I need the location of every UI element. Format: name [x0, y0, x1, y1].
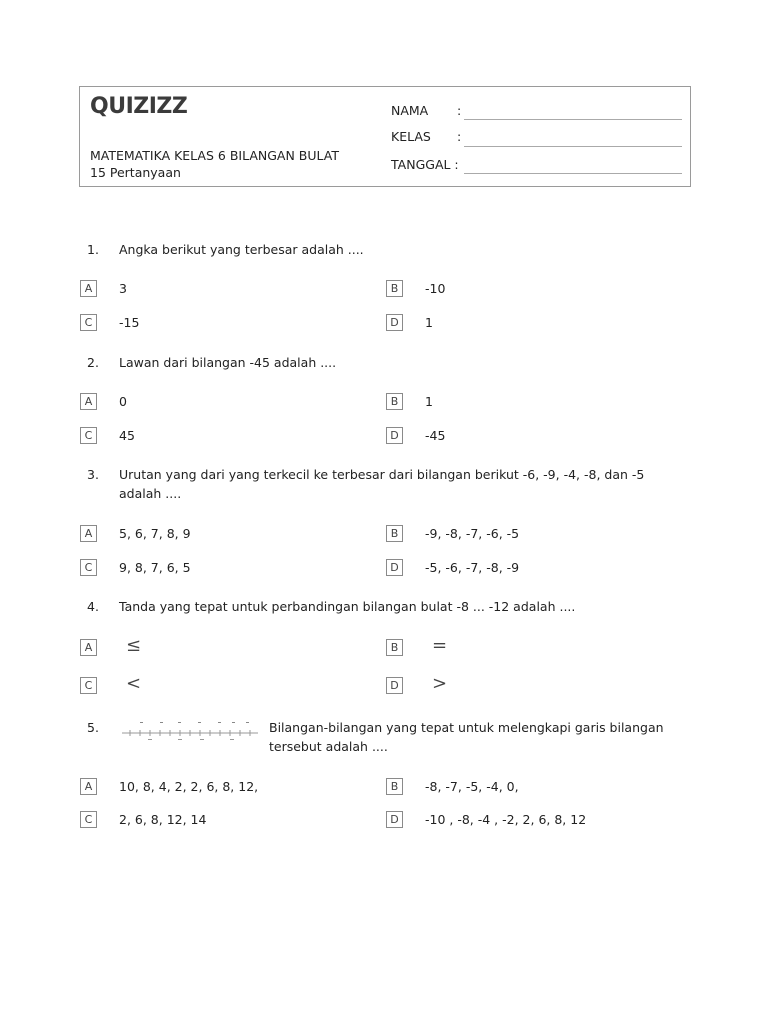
q1-option-b-box[interactable]: B [386, 280, 403, 297]
q1-option-d-box[interactable]: D [386, 314, 403, 331]
question-1-number: 1. [87, 242, 99, 257]
question-3-number: 3. [87, 467, 99, 482]
q3-option-d-box[interactable]: D [386, 559, 403, 576]
q3-option-c-box[interactable]: C [80, 559, 97, 576]
q4-option-b-box[interactable]: B [386, 639, 403, 656]
quiz-title: MATEMATIKA KELAS 6 BILANGAN BULAT [90, 148, 339, 163]
q4-option-c-box[interactable]: C [80, 677, 97, 694]
q1-option-a-text: 3 [119, 281, 127, 296]
q4-option-b-symbol: = [432, 635, 448, 656]
class-colon: : [457, 129, 462, 144]
class-label: KELAS [391, 129, 431, 144]
q3-option-c-text: 9, 8, 7, 6, 5 [119, 560, 191, 575]
q4-option-d-box[interactable]: D [386, 677, 403, 694]
q5-option-b-box[interactable]: B [386, 778, 403, 795]
q3-option-b-box[interactable]: B [386, 525, 403, 542]
name-label: NAMA [391, 103, 429, 118]
q3-option-b-text: -9, -8, -7, -6, -5 [425, 526, 520, 541]
q4-option-d-symbol: > [432, 673, 448, 694]
q4-option-c-symbol: < [126, 673, 142, 694]
question-4-number: 4. [87, 599, 99, 614]
q2-option-b-text: 1 [425, 394, 433, 409]
q3-option-a-text: 5, 6, 7, 8, 9 [119, 526, 191, 541]
q5-option-b-text: -8, -7, -5, -4, 0, [425, 779, 519, 794]
q5-option-a-text: 10, 8, 4, 2, 2, 6, 8, 12, [119, 779, 259, 794]
q1-option-d-text: 1 [425, 315, 433, 330]
class-field-line[interactable] [464, 146, 682, 147]
quizizz-logo: QUIZIZZ [90, 94, 188, 119]
name-field-line[interactable] [464, 119, 682, 120]
question-2-text: Lawan dari bilangan -45 adalah .... [119, 355, 337, 370]
q5-option-d-box[interactable]: D [386, 811, 403, 828]
question-1-text: Angka berikut yang terbesar adalah .... [119, 242, 364, 257]
worksheet-header [79, 86, 691, 187]
q5-option-c-box[interactable]: C [80, 811, 97, 828]
q4-option-a-symbol: ≤ [126, 635, 142, 656]
q5-option-a-box[interactable]: A [80, 778, 97, 795]
question-4-text: Tanda yang tepat untuk perbandingan bilangan bulat -8 ... -12 adalah .... [119, 599, 576, 614]
q3-option-d-text: -5, -6, -7, -8, -9 [425, 560, 520, 575]
question-5-text: Bilangan-bilangan yang tepat untuk melengkapi garis bilangan tersebut adalah .... [269, 720, 664, 754]
q2-option-c-text: 45 [119, 428, 135, 443]
name-colon: : [457, 103, 462, 118]
number-line-image [120, 718, 260, 744]
q5-option-c-text: 2, 6, 8, 12, 14 [119, 812, 207, 827]
q3-option-a-box[interactable]: A [80, 525, 97, 542]
question-count: 15 Pertanyaan [90, 165, 181, 180]
q1-option-c-text: -15 [119, 315, 140, 330]
q5-option-d-text: -10 , -8, -4 , -2, 2, 6, 8, 12 [425, 812, 587, 827]
date-field-line[interactable] [464, 173, 682, 174]
question-5-number: 5. [87, 720, 99, 735]
q2-option-d-text: -45 [425, 428, 446, 443]
q2-option-d-box[interactable]: D [386, 427, 403, 444]
question-3-text: Urutan yang dari yang terkecil ke terbesar dari bilangan berikut -6, -9, -4, -8, dan -5 adalah .... [119, 467, 645, 501]
q1-option-a-box[interactable]: A [80, 280, 97, 297]
q1-option-c-box[interactable]: C [80, 314, 97, 331]
q2-option-a-text: 0 [119, 394, 127, 409]
q1-option-b-text: -10 [425, 281, 446, 296]
q4-option-a-box[interactable]: A [80, 639, 97, 656]
q2-option-b-box[interactable]: B [386, 393, 403, 410]
question-2-number: 2. [87, 355, 99, 370]
date-label: TANGGAL : [391, 157, 459, 172]
q2-option-c-box[interactable]: C [80, 427, 97, 444]
q2-option-a-box[interactable]: A [80, 393, 97, 410]
